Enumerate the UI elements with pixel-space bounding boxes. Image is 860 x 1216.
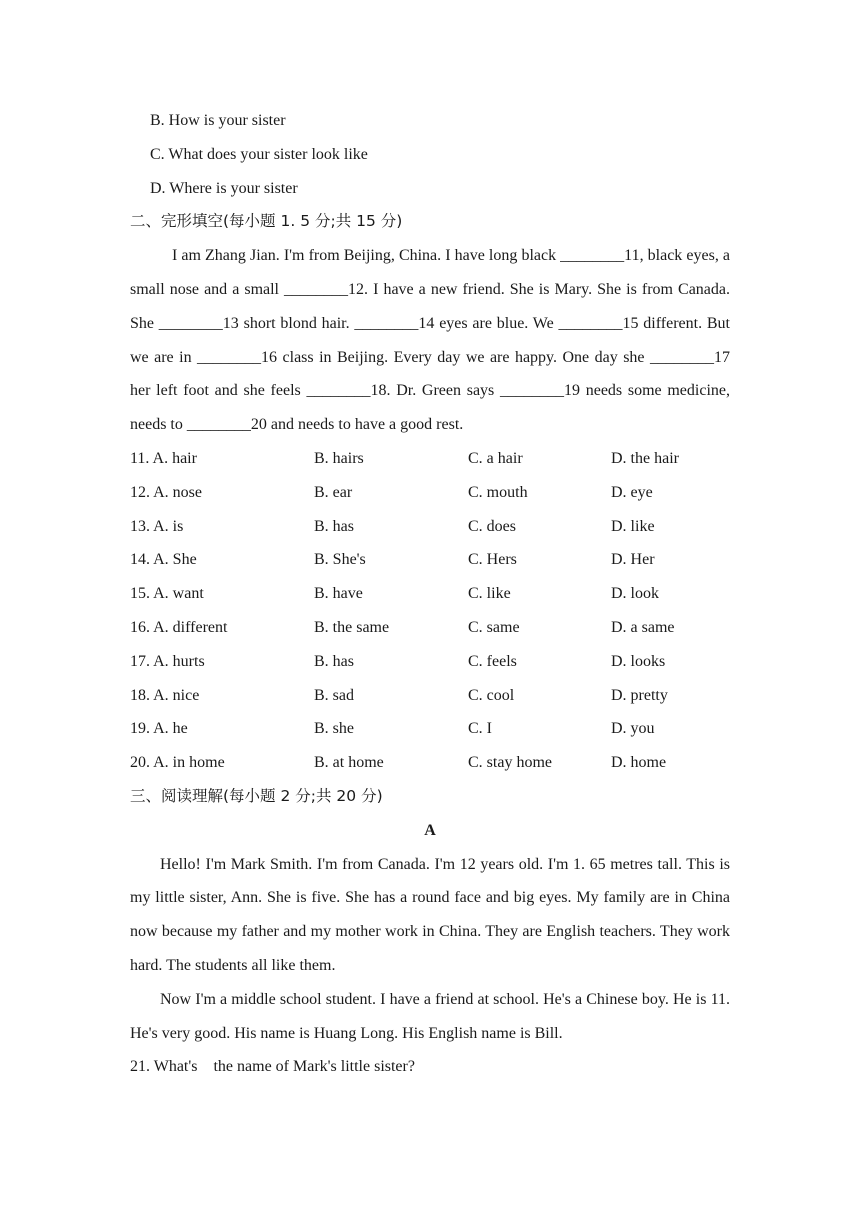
- option-a: 15. A. want: [130, 585, 204, 603]
- option-c: C. a hair: [468, 449, 523, 467]
- option-a: 17. A. hurts: [130, 652, 205, 670]
- option-b: B. has: [314, 517, 354, 535]
- option-c: C. same: [468, 618, 520, 636]
- cloze-question-row: [130, 712, 730, 746]
- option-d: D. like: [611, 517, 655, 535]
- option-c: C. like: [468, 585, 511, 603]
- cloze-question-row: [130, 645, 730, 679]
- option-c: C. does: [468, 517, 516, 535]
- option-b-prev: B. How is your sister: [150, 112, 286, 129]
- option-d: D. Her: [611, 551, 655, 569]
- option-c: C. stay home: [468, 754, 552, 772]
- cloze-question-list: [130, 442, 730, 780]
- question-21: 21. What's the name of Mark's little sister?: [130, 1058, 415, 1076]
- section-3-heading: 三、阅读理解(每小题 2 分;共 20 分): [130, 786, 383, 805]
- option-b: B. hairs: [314, 449, 364, 467]
- cloze-question-row: [130, 746, 730, 780]
- option-a: 20. A. in home: [130, 754, 225, 772]
- cloze-question-row: [130, 577, 730, 611]
- option-a: 16. A. different: [130, 618, 228, 636]
- option-d: D. pretty: [611, 686, 668, 704]
- option-c-prev: C. What does your sister look like: [150, 145, 368, 163]
- option-c: C. cool: [468, 686, 515, 704]
- cloze-question-row: [130, 679, 730, 713]
- cloze-question-row: [130, 611, 730, 645]
- cloze-question-row: [130, 442, 730, 476]
- option-b: B. at home: [314, 754, 384, 772]
- option-a: 12. A. nose: [130, 483, 202, 501]
- option-b: B. She's: [314, 551, 366, 569]
- option-d-prev: D. Where is your sister: [150, 179, 298, 197]
- cloze-question-row: [130, 543, 730, 577]
- option-d: D. look: [611, 585, 659, 603]
- option-c: C. Hers: [468, 551, 517, 569]
- option-c: C. I: [468, 720, 492, 738]
- cloze-question-row: [130, 510, 730, 544]
- option-d: D. the hair: [611, 449, 679, 467]
- option-d: D. eye: [611, 483, 653, 501]
- option-a: 19. A. he: [130, 720, 188, 738]
- option-d: D. a same: [611, 618, 675, 636]
- option-b: B. has: [314, 652, 354, 670]
- option-b: B. have: [314, 585, 363, 603]
- exam-page: [130, 104, 730, 1084]
- option-b: B. ear: [314, 483, 353, 501]
- option-b: B. sad: [314, 686, 354, 704]
- option-c: C. feels: [468, 652, 517, 670]
- option-b: B. the same: [314, 618, 390, 636]
- option-a: 11. A. hair: [130, 449, 197, 467]
- option-d: D. looks: [611, 652, 666, 670]
- option-c: C. mouth: [468, 483, 528, 501]
- option-b: B. she: [314, 720, 354, 738]
- option-a: 18. A. nice: [130, 686, 200, 704]
- reading-paragraph-1: Hello! I'm Mark Smith. I'm from Canada. I'm 12 years old. I'm 1. 65 metres tall. This is my little sister, Ann. She is five. She has a round face and big eyes. My family are in China now because my father and my mother work in China. They are English teachers. They work hard. The students all like them.: [130, 855, 730, 974]
- option-a: 14. A. She: [130, 551, 197, 569]
- cloze-passage: I am Zhang Jian. I'm from Beijing, China. I have long black ________11, black eyes, a small nose and a small ________12. I have a new friend. She is Mary. She is from Canada. She ________13 short blond hair. ________14 eyes are blue. We ________15 different. But we are in ________16 class in Beijing. Every day we are happy. One day she ________17 her left foot and she feels ________18. Dr. Green says ________19 needs some medicine, needs to ________20 and needs to have a good rest.: [130, 247, 730, 434]
- option-d: D. you: [611, 720, 655, 738]
- option-a: 13. A. is: [130, 517, 184, 535]
- reading-paragraph-2: Now I'm a middle school student. I have a friend at school. He's a Chinese boy. He is 11. He's very good. His name is Huang Long. His English name is Bill.: [130, 990, 730, 1042]
- passage-a-title: A: [424, 821, 436, 839]
- section-2-heading: 二、完形填空(每小题 1. 5 分;共 15 分): [130, 212, 403, 231]
- option-d: D. home: [611, 754, 667, 772]
- cloze-question-row: [130, 476, 730, 510]
